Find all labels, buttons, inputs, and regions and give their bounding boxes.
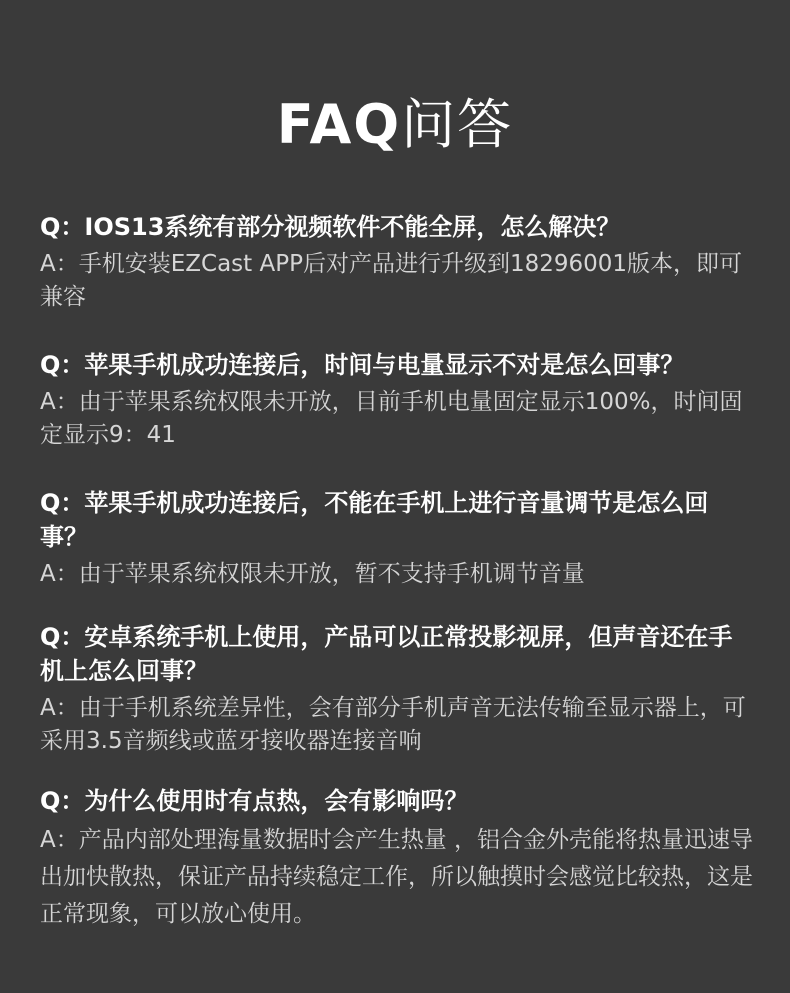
faq-question-5: Q：为什么使用时有点热，会有影响吗？: [40, 787, 469, 815]
page-title-latin: FAQ: [276, 93, 402, 156]
faq-item-5: [40, 784, 755, 933]
faq-question-1: Q：IOS13系统有部分视频软件不能全屏，怎么解决？: [40, 213, 621, 241]
faq-question-2: Q：苹果手机成功连接后，时间与电量显示不对是怎么回事？: [40, 351, 685, 379]
faq-answer-2: A：由于苹果系统权限未开放，目前手机电量固定显示100%，时间固定显示9：41: [40, 389, 743, 448]
page-title: [0, 92, 790, 158]
faq-answer-1: A：手机安装EZCast APP后对产品进行升级到18296001版本，即可兼容: [40, 251, 743, 310]
faq-item-2: [40, 348, 755, 452]
faq-item-3: [40, 486, 755, 591]
faq-answer-5: A：产品内部处理海量数据时会产生热量 ，铝合金外壳能将热量迅速导出加快散热，保证产品持续稳定工作，所以触摸时会感觉比较热，这是正常现象，可以放心使用。: [40, 827, 754, 927]
faq-item-1: [40, 210, 755, 314]
faq-question-4: Q：安卓系统手机上使用，产品可以正常投影视屏，但声音还在手机上怎么回事？: [40, 623, 733, 685]
page-title-cjk: 问答: [401, 93, 514, 156]
faq-answer-3: A：由于苹果系统权限未开放，暂不支持手机调节音量: [40, 561, 585, 587]
faq-item-4: [40, 620, 755, 758]
faq-answer-4: A：由于手机系统差异性，会有部分手机声音无法传输至显示器上，可采用3.5音频线或蓝牙接收器连接音响: [40, 695, 746, 754]
faq-question-3: Q：苹果手机成功连接后，不能在手机上进行音量调节是怎么回事？: [40, 489, 709, 551]
